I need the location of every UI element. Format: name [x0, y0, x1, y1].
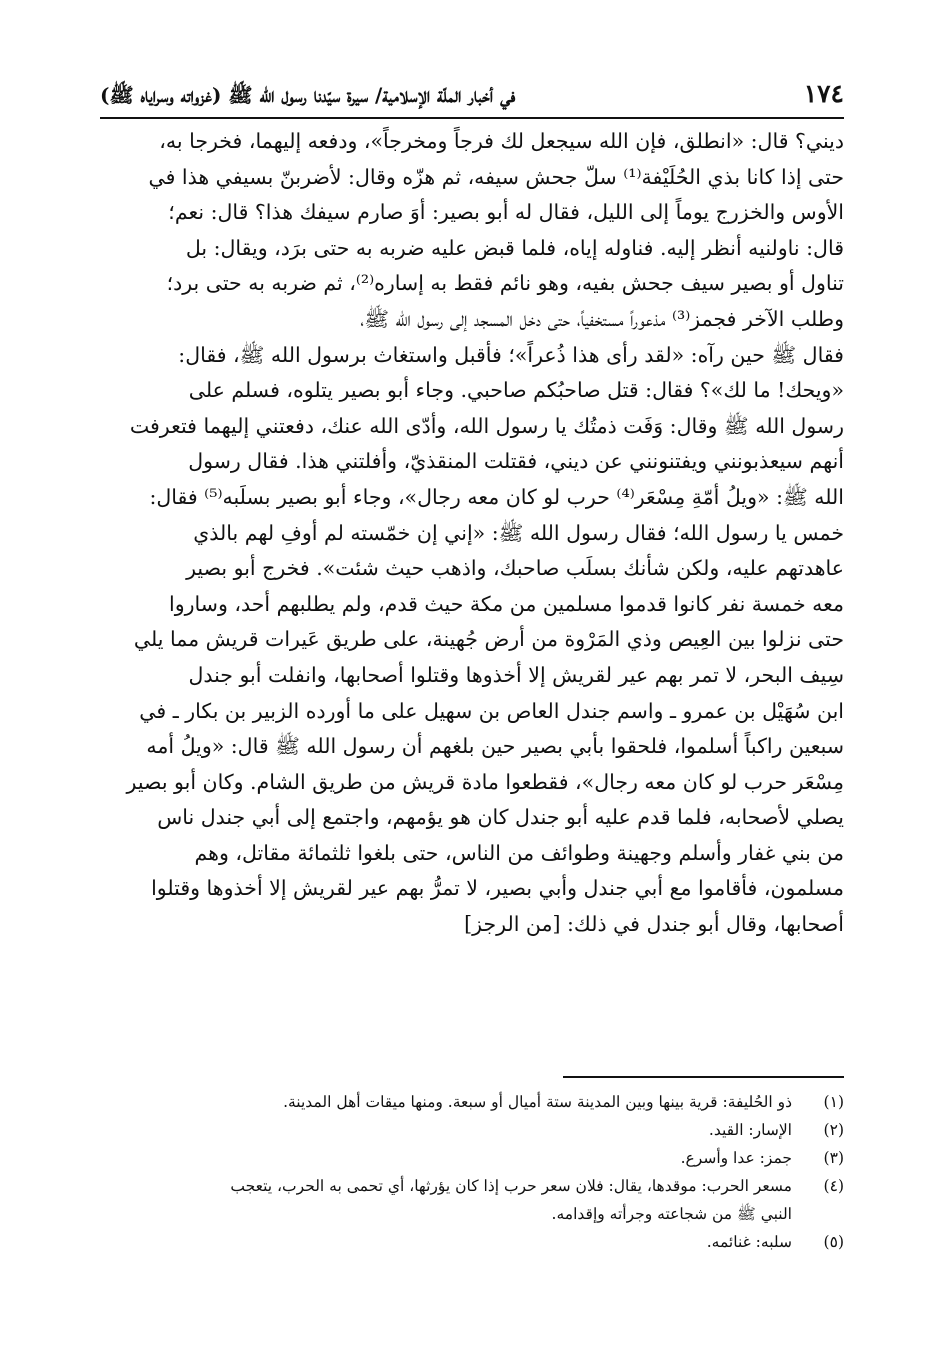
body-line: أصحابها، وقال أبو جندل في ذلك: [من الرجز]	[464, 912, 844, 937]
body-line: الله ﷺ: «ويلُ أمّةِ مِسْعَر⁽⁴⁾ حرب لو كان معه رجال»، وجاء أبو بصير بسلَبه⁽⁵⁾ فقال:	[149, 484, 844, 509]
footnote	[100, 1088, 844, 1116]
page-number: ١٧٤	[803, 79, 844, 108]
footnote-separator	[563, 1076, 844, 1078]
footnote	[100, 1228, 844, 1256]
body-line: معه خمسة نفر كانوا قدموا مسلمين من مكة حيث قدم، ولم يطلبهم أحد، وساروا	[169, 591, 844, 616]
body-line: حتى إذا كانا بذي الحُلَيْفة⁽¹⁾ سلّ جحش سيفه، ثم هزّه وقال: لأضربنّ بسيفي هذا في	[148, 164, 844, 189]
footnote-text: سلبه: غنائمه.	[706, 1233, 792, 1251]
footnote	[100, 1172, 844, 1228]
footnote-text: مسعر الحرب: موقدها، يقال: فلان سعر حرب إذا كان يؤرثها، أي تحمى به الحرب، يتعجب	[230, 1177, 792, 1195]
page-header	[100, 76, 844, 116]
body-line: «ويحك! ما لك»؟ فقال: قتل صاحبُكم صاحبي. وجاء أبو بصير يتلوه، فسلم على	[188, 378, 844, 403]
footnote-number: (٢)	[823, 1121, 844, 1139]
footnote-text: ذو الحُليفة: قرية بينها وبين المدينة ستة أميال أو سبعة. ومنها ميقات أهل المدينة.	[283, 1093, 792, 1111]
body-line: أنهم سيعذبونني ويفتنونني عن ديني، فقتلت المنقذيّ، وأفلتني هذا. فقال رسول	[188, 449, 844, 474]
body-line: خمس يا رسول الله؛ فقال رسول الله ﷺ: «إني إن خمّسته لم أوفِ لهم بالذي	[193, 520, 844, 545]
footnote-text: النبي ﷺ من شجاعته وجرأته وإقدامه.	[551, 1205, 792, 1223]
footnote-number: (٤)	[823, 1177, 844, 1195]
body-line: فقال ﷺ حين رآه: «لقد رأى هذا ذُعراً»؛ فأقبل واستغاث برسول الله ﷺ، فقال:	[178, 342, 844, 367]
body-line: من بني غفار وأسلم وجهينة وطوائف من الناس، حتى بلغوا ثلثمائة مقاتل، وهم	[194, 840, 844, 865]
body-line: سِيف البحر، لا تمر بهم عير لقريش إلا أخذوها وقتلوا أصحابها، وانفلت أبو جندل	[188, 662, 844, 687]
body-line: ابن سُهَيْل بن عمرو ـ واسم جندل العاص بن سهيل على ما أورده الزبير بن بكار ـ في	[139, 698, 844, 723]
body-line: مسلمون، فأقاموا مع أبي جندل وأبي بصير، لا تمرُّ بهم عير لقريش إلا أخذوها وقتلوا	[151, 876, 844, 901]
body-line: رسول الله ﷺ وقال: وَفَت ذمتُك يا رسول الله، وأدّى الله عنك، دفعتني إليهما فتعرفت	[129, 413, 844, 438]
body-line: وطلب الآخر فجمز⁽³⁾ مذعوراً مستخفياً، حتى دخل المسجد إلى رسول الله ﷺ،	[360, 306, 844, 331]
footnote-number: (١)	[823, 1093, 844, 1111]
body-line: حتى نزلوا بين العِيص وذي المَرْوة من أرض جُهينة، على طريق عَيرات قريش مما يلي	[133, 627, 844, 652]
footnote-number: (٥)	[823, 1233, 844, 1251]
body-line: يصلي لأصحابه، فلما قدم عليه أبو جندل كان هو يؤمهم، واجتمع إلى أبي جندل ناس	[157, 805, 844, 830]
body-line: قال: ناولنيه أنظر إليه. فناوله إياه، فلما قبض عليه ضربه به حتى برَد، ويقال: بل	[185, 235, 844, 260]
footnote	[100, 1144, 844, 1172]
body-line: ديني؟ قال: «انطلق، فإن الله سيجعل لك فرجاً ومخرجاً»، ودفعه إليهما، فخرجا به،	[159, 129, 844, 153]
footnote	[100, 1116, 844, 1144]
body-line: الأوس والخزرج يوماً إلى الليل، فقال له أبو بصير: أوَ صارم سيفك هذا؟ قال: نعم؛	[168, 200, 844, 225]
footnotes	[100, 1088, 844, 1256]
body-line: سبعين راكباً أسلموا، فلحقوا بأبي بصير حين بلغهم أن رسول الله ﷺ قال: «ويلُ أمه	[146, 734, 844, 759]
footnote-text: جمز: عدا وأسرع.	[680, 1149, 792, 1167]
header-rule	[100, 117, 844, 119]
footnote-number: (٣)	[823, 1149, 844, 1167]
running-title: في أخبار الملّة الإسلامية/ سيرة سيّدنا رسول الله ﷺ (غزواته وسراياه ﷺ)	[100, 83, 516, 107]
body-text	[100, 124, 844, 943]
body-line: مِسْعَر حرب لو كان معه رجال»، فقطعوا مادة قريش من طريق الشام. وكان أبو بصير	[126, 769, 844, 794]
footnote-text: الإسار: القيد.	[708, 1121, 792, 1139]
body-line: تناول أو بصير سيف جحش بفيه، وهو نائم فقط به إساره⁽²⁾، ثم ضربه به حتى برد؛	[166, 271, 844, 296]
body-line: عاهدتهم عليه، ولكن شأنك بسلَب صاحبك، واذهب حيث شئت». فخرج أبو بصير	[186, 556, 844, 581]
